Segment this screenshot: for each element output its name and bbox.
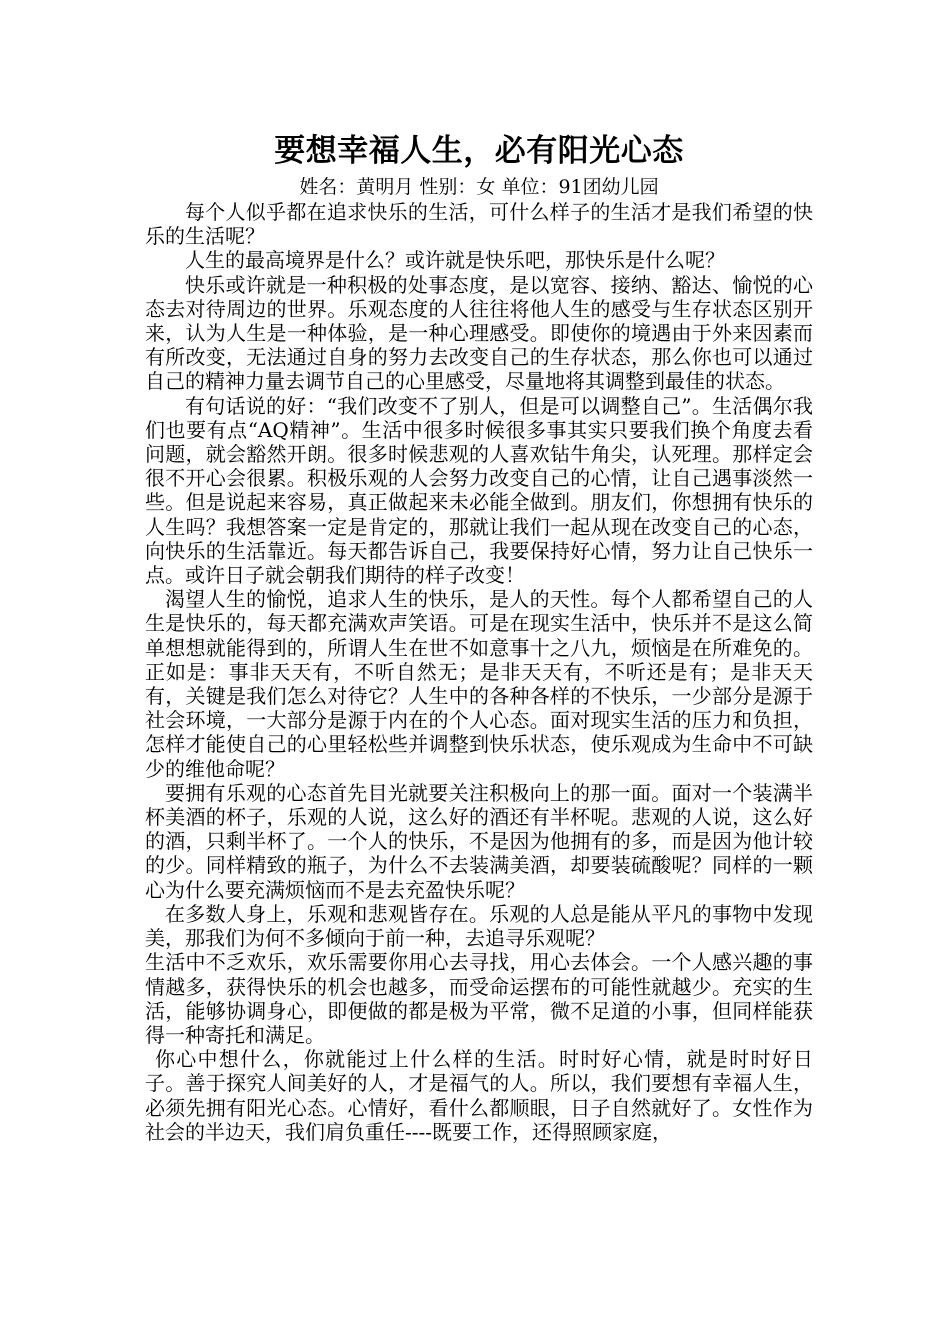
paragraph-9: 你心中想什么，你就能过上什么样的生活。时时好心情，就是时时好日子。善于探究人间美好的人，才是福气的人。所以，我们要想有幸福人生，必须先拥有阳光心态。心情好，看什么都顺眼，日子自然就好了。女性作为社会的半边天，我们肩负重任----既要工作，还得照顾家庭， [145, 1047, 813, 1144]
author-info-line: 姓名：黄明月 性别：女 单位：91团幼儿园 [299, 176, 659, 198]
paragraph-3: 快乐或许就是一种积极的处事态度，是以宽容、接纳、豁达、愉悦的心态去对待周边的世界。乐观态度的人往往将他人生的感受与生存状态区别开来，认为人生是一种体验，是一种心理感受。即使你的境遇由于外来因素而有所改变，无法通过自身的努力去改变自己的生存状态，那么你也可以通过自己的精神力量去调节自己的心里感受，尽量地将其调整到最佳的状态。 [145, 272, 813, 394]
paragraph-5: 渴望人生的愉悦，追求人生的快乐，是人的天性。每个人都希望自己的人生是快乐的，每天都充满欢声笑语。可是在现实生活中，快乐并不是这么简单想想就能得到的，所谓人生在世不如意事十之八九，烦恼是在所难免的。正如是：事非天天有，不听自然无；是非天天有，不听还是有；是非天天有，关键是我们怎么对待它？人生中的各种各样的不快乐，一少部分是源于社会环境，一大部分是源于内在的个人心态。面对现实生活的压力和负担，怎样才能使自己的心里轻松些并调整到快乐状态，使乐观成为生命中不可缺少的维他命呢？ [145, 587, 813, 781]
paragraph-2: 人生的最高境界是什么？或许就是快乐吧，那快乐是什么呢？ [185, 248, 725, 273]
paragraph-7: 在多数人身上，乐观和悲观皆存在。乐观的人总是能从平凡的事物中发现美，那我们为何不多倾向于前一种，去追寻乐观呢？ [145, 901, 813, 951]
document-page [145, 128, 813, 1144]
paragraph-4: 有句话说的好：“我们改变不了别人，但是可以调整自己”。生活偶尔我们也要有点“AQ精神”。生活中很多时候很多事其实只要我们换个角度去看问题，就会豁然开朗。很多时候悲观的人喜欢钻牛角尖，认死理。那样定会很不开心会很累。积极乐观的人会努力改变自己的心情，让自己遇事淡然一些。但是说起来容易，真正做起来未必能全做到。朋友们，你想拥有快乐的人生吗？我想答案一定是肯定的，那就让我们一起从现在改变自己的心态，向快乐的生活靠近。每天都告诉自己，我要保持好心情，努力让自己快乐一点。或许日子就会朝我们期待的样子改变！ [145, 393, 813, 588]
paragraph-8: 生活中不乏欢乐，欢乐需要你用心去寻找，用心去体会。一个人感兴趣的事情越多，获得快乐的机会也越多，而受命运摆布的可能性就越少。充实的生活，能够协调身心，即便做的都是极为平常，微不足道的小事，但同样能获得一种寄托和满足。 [145, 950, 813, 1047]
document-body [145, 200, 813, 1144]
paragraph-1: 每个人似乎都在追求快乐的生活，可什么样子的生活才是我们希望的快乐的生活呢？ [145, 200, 813, 249]
document-title: 要想幸福人生，必有阳光心态 [274, 133, 684, 169]
paragraph-6: 要拥有乐观的心态首先目光就要关注积极向上的那一面。面对一个装满半杯美酒的杯子，乐观的人说，这么好的酒还有半杯呢。悲观的人说，这么好的酒，只剩半杯了。一个人的快乐，不是因为他拥有的多，而是因为他计较的少。同样精致的瓶子，为什么不去装满美酒，却要装硫酸呢？同样的一颗心为什么要充满烦恼而不是去充盈快乐呢？ [145, 780, 813, 902]
